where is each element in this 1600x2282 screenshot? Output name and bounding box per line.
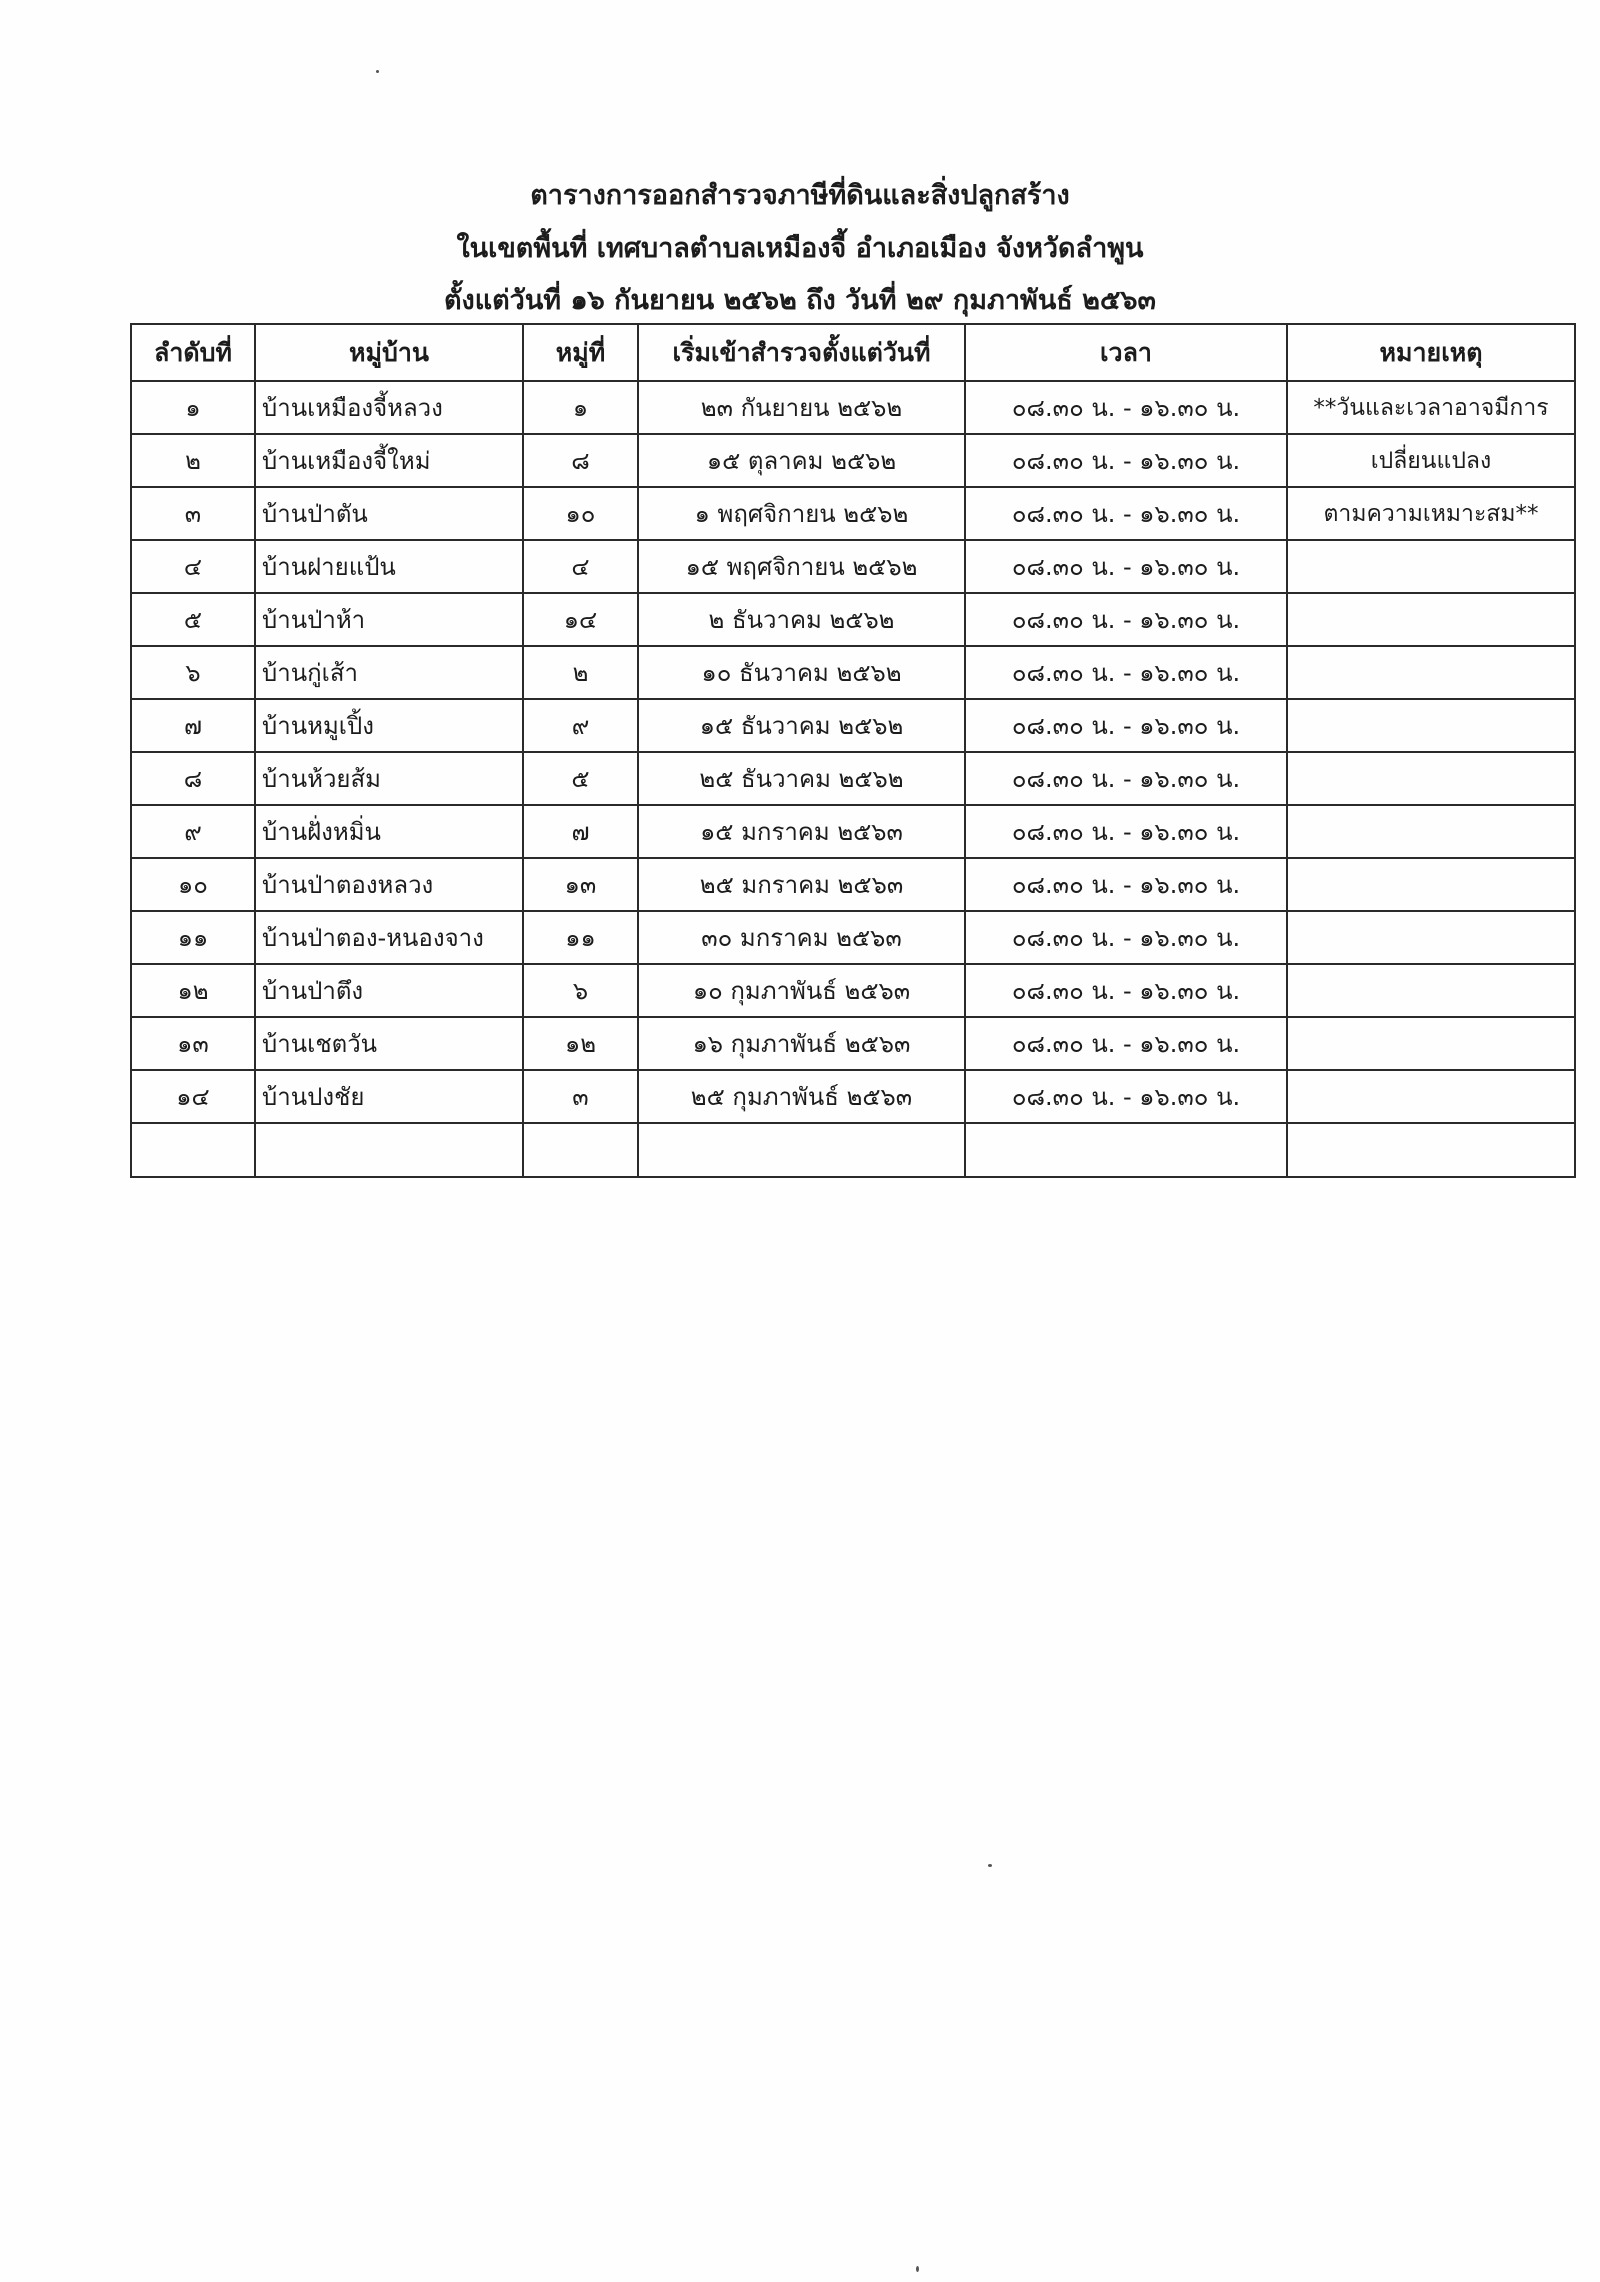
empty-cell bbox=[523, 1123, 638, 1177]
cell-remark bbox=[1287, 1070, 1575, 1123]
column-header-start-date: เริ่มเข้าสำรวจตั้งแต่วันที่ bbox=[638, 324, 965, 381]
table-row bbox=[131, 434, 1575, 487]
cell-village: บ้านหมูเปิ้ง bbox=[255, 699, 523, 752]
cell-no: ๘ bbox=[131, 752, 255, 805]
empty-cell bbox=[255, 1123, 523, 1177]
column-header-remark: หมายเหตุ bbox=[1287, 324, 1575, 381]
table-row bbox=[131, 858, 1575, 911]
cell-remark bbox=[1287, 805, 1575, 858]
cell-village: บ้านห้วยส้ม bbox=[255, 752, 523, 805]
cell-moo: ๑๑ bbox=[523, 911, 638, 964]
table-header-row bbox=[131, 324, 1575, 381]
scan-speck bbox=[988, 1864, 992, 1867]
survey-schedule-table bbox=[130, 323, 1576, 1178]
cell-moo: ๑๓ bbox=[523, 858, 638, 911]
cell-remark bbox=[1287, 646, 1575, 699]
empty-cell bbox=[638, 1123, 965, 1177]
column-header-no: ลำดับที่ bbox=[131, 324, 255, 381]
cell-start-date: ๒๕ ธันวาคม ๒๕๖๒ bbox=[638, 752, 965, 805]
cell-time: ๐๘.๓๐ น. - ๑๖.๓๐ น. bbox=[965, 964, 1287, 1017]
cell-start-date: ๑๐ ธันวาคม ๒๕๖๒ bbox=[638, 646, 965, 699]
empty-cell bbox=[965, 1123, 1287, 1177]
table-row bbox=[131, 1017, 1575, 1070]
cell-time: ๐๘.๓๐ น. - ๑๖.๓๐ น. bbox=[965, 646, 1287, 699]
cell-time: ๐๘.๓๐ น. - ๑๖.๓๐ น. bbox=[965, 858, 1287, 911]
table-body bbox=[131, 381, 1575, 1177]
cell-time: ๐๘.๓๐ น. - ๑๖.๓๐ น. bbox=[965, 699, 1287, 752]
cell-no: ๑๑ bbox=[131, 911, 255, 964]
column-header-village: หมู่บ้าน bbox=[255, 324, 523, 381]
cell-start-date: ๒๕ กุมภาพันธ์ ๒๕๖๓ bbox=[638, 1070, 965, 1123]
cell-remark bbox=[1287, 858, 1575, 911]
cell-start-date: ๒๕ มกราคม ๒๕๖๓ bbox=[638, 858, 965, 911]
cell-moo: ๖ bbox=[523, 964, 638, 1017]
cell-village: บ้านกู่เส้า bbox=[255, 646, 523, 699]
table-row bbox=[131, 593, 1575, 646]
table-row bbox=[131, 487, 1575, 540]
cell-no: ๕ bbox=[131, 593, 255, 646]
cell-moo: ๑๒ bbox=[523, 1017, 638, 1070]
cell-no: ๙ bbox=[131, 805, 255, 858]
scan-speck bbox=[376, 70, 379, 73]
cell-start-date: ๒ ธันวาคม ๒๕๖๒ bbox=[638, 593, 965, 646]
cell-moo: ๑๔ bbox=[523, 593, 638, 646]
table-row bbox=[131, 699, 1575, 752]
cell-time: ๐๘.๓๐ น. - ๑๖.๓๐ น. bbox=[965, 1017, 1287, 1070]
scan-speck bbox=[916, 2266, 919, 2272]
cell-moo: ๑๐ bbox=[523, 487, 638, 540]
cell-moo: ๔ bbox=[523, 540, 638, 593]
cell-village: บ้านป่าตอง-หนองจาง bbox=[255, 911, 523, 964]
cell-remark bbox=[1287, 964, 1575, 1017]
cell-start-date: ๑๕ มกราคม ๒๕๖๓ bbox=[638, 805, 965, 858]
cell-time: ๐๘.๓๐ น. - ๑๖.๓๐ น. bbox=[965, 487, 1287, 540]
cell-time: ๐๘.๓๐ น. - ๑๖.๓๐ น. bbox=[965, 540, 1287, 593]
cell-time: ๐๘.๓๐ น. - ๑๖.๓๐ น. bbox=[965, 434, 1287, 487]
cell-time: ๐๘.๓๐ น. - ๑๖.๓๐ น. bbox=[965, 593, 1287, 646]
table-row bbox=[131, 911, 1575, 964]
cell-no: ๓ bbox=[131, 487, 255, 540]
cell-village: บ้านฝายแป้น bbox=[255, 540, 523, 593]
cell-remark bbox=[1287, 752, 1575, 805]
cell-time: ๐๘.๓๐ น. - ๑๖.๓๐ น. bbox=[965, 911, 1287, 964]
cell-start-date: ๑ พฤศจิกายน ๒๕๖๒ bbox=[638, 487, 965, 540]
cell-moo: ๗ bbox=[523, 805, 638, 858]
cell-remark bbox=[1287, 699, 1575, 752]
column-header-moo: หมู่ที่ bbox=[523, 324, 638, 381]
table-row-empty bbox=[131, 1123, 1575, 1177]
table-row bbox=[131, 540, 1575, 593]
cell-time: ๐๘.๓๐ น. - ๑๖.๓๐ น. bbox=[965, 805, 1287, 858]
cell-village: บ้านป่าตองหลวง bbox=[255, 858, 523, 911]
cell-no: ๒ bbox=[131, 434, 255, 487]
cell-village: บ้านฝั่งหมิ่น bbox=[255, 805, 523, 858]
cell-start-date: ๒๓ กันยายน ๒๕๖๒ bbox=[638, 381, 965, 434]
cell-no: ๗ bbox=[131, 699, 255, 752]
cell-start-date: ๑๐ กุมภาพันธ์ ๒๕๖๓ bbox=[638, 964, 965, 1017]
cell-remark bbox=[1287, 911, 1575, 964]
cell-village: บ้านเหมืองจี้ใหม่ bbox=[255, 434, 523, 487]
cell-no: ๑๔ bbox=[131, 1070, 255, 1123]
cell-no: ๑๐ bbox=[131, 858, 255, 911]
table-row bbox=[131, 752, 1575, 805]
cell-time: ๐๘.๓๐ น. - ๑๖.๓๐ น. bbox=[965, 752, 1287, 805]
cell-no: ๑๓ bbox=[131, 1017, 255, 1070]
cell-time: ๐๘.๓๐ น. - ๑๖.๓๐ น. bbox=[965, 1070, 1287, 1123]
cell-village: บ้านป่าห้า bbox=[255, 593, 523, 646]
document-title: ตารางการออกสำรวจภาษีที่ดินและสิ่งปลูกสร้าง bbox=[530, 180, 1070, 211]
table-row bbox=[131, 1070, 1575, 1123]
cell-remark bbox=[1287, 1017, 1575, 1070]
cell-moo: ๓ bbox=[523, 1070, 638, 1123]
table-row bbox=[131, 964, 1575, 1017]
cell-remark bbox=[1287, 593, 1575, 646]
cell-no: ๖ bbox=[131, 646, 255, 699]
cell-remark: **วันและเวลาอาจมีการ bbox=[1287, 381, 1575, 434]
cell-village: บ้านป่าตัน bbox=[255, 487, 523, 540]
cell-moo: ๙ bbox=[523, 699, 638, 752]
cell-village: บ้านปงชัย bbox=[255, 1070, 523, 1123]
cell-no: ๔ bbox=[131, 540, 255, 593]
cell-moo: ๑ bbox=[523, 381, 638, 434]
cell-start-date: ๑๕ ตุลาคม ๒๕๖๒ bbox=[638, 434, 965, 487]
table-row bbox=[131, 646, 1575, 699]
cell-moo: ๒ bbox=[523, 646, 638, 699]
cell-village: บ้านเหมืองจี้หลวง bbox=[255, 381, 523, 434]
cell-no: ๑ bbox=[131, 381, 255, 434]
cell-remark bbox=[1287, 540, 1575, 593]
cell-village: บ้านเชตวัน bbox=[255, 1017, 523, 1070]
cell-start-date: ๑๕ พฤศจิกายน ๒๕๖๒ bbox=[638, 540, 965, 593]
cell-village: บ้านป่าตึง bbox=[255, 964, 523, 1017]
table-row bbox=[131, 805, 1575, 858]
cell-moo: ๕ bbox=[523, 752, 638, 805]
cell-start-date: ๑๕ ธันวาคม ๒๕๖๒ bbox=[638, 699, 965, 752]
empty-cell bbox=[1287, 1123, 1575, 1177]
cell-no: ๑๒ bbox=[131, 964, 255, 1017]
table-row bbox=[131, 381, 1575, 434]
cell-remark: ตามความเหมาะสม** bbox=[1287, 487, 1575, 540]
document-subtitle-area: ในเขตพื้นที่ เทศบาลตำบลเหมืองจี้ อำเภอเมือง จังหวัดลำพูน bbox=[456, 233, 1144, 264]
cell-remark: เปลี่ยนแปลง bbox=[1287, 434, 1575, 487]
cell-moo: ๘ bbox=[523, 434, 638, 487]
cell-time: ๐๘.๓๐ น. - ๑๖.๓๐ น. bbox=[965, 381, 1287, 434]
empty-cell bbox=[131, 1123, 255, 1177]
cell-start-date: ๑๖ กุมภาพันธ์ ๒๕๖๓ bbox=[638, 1017, 965, 1070]
cell-start-date: ๓๐ มกราคม ๒๕๖๓ bbox=[638, 911, 965, 964]
document-subtitle-period: ตั้งแต่วันที่ ๑๖ กันยายน ๒๕๖๒ ถึง วันที่ ๒๙ กุมภาพันธ์ ๒๕๖๓ bbox=[444, 285, 1156, 316]
column-header-time: เวลา bbox=[965, 324, 1287, 381]
